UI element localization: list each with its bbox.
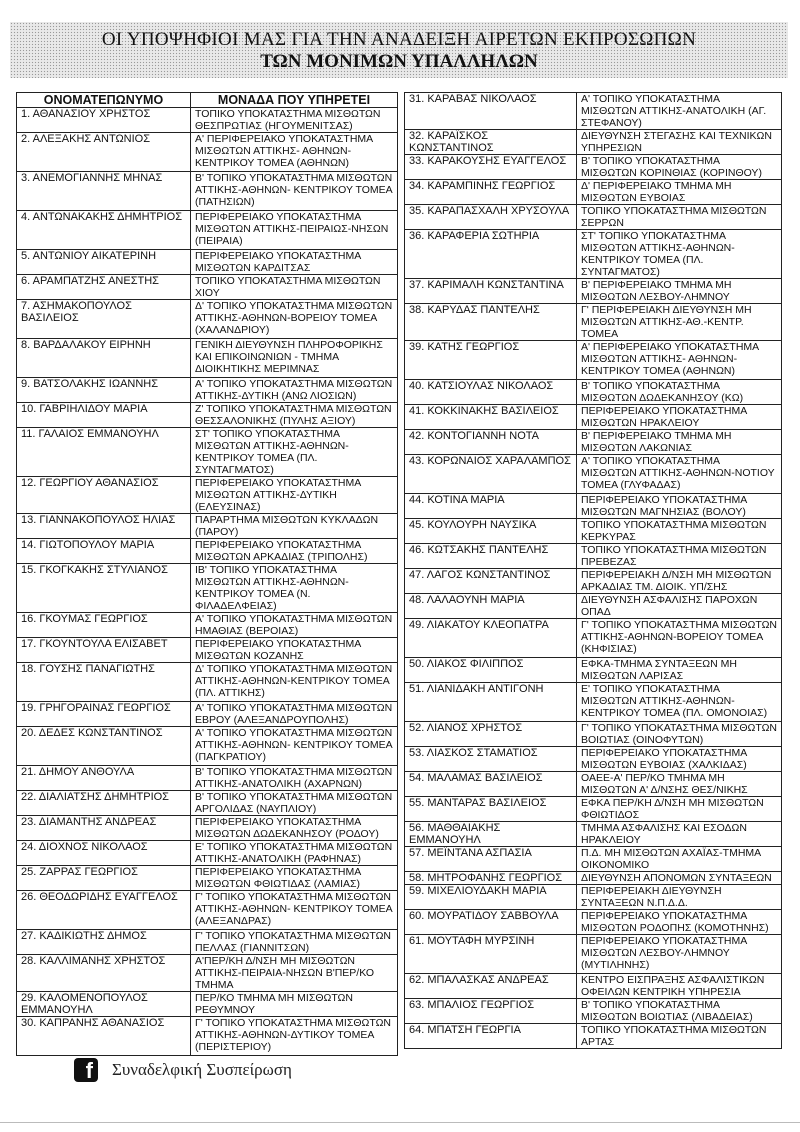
- table-row: [405, 430, 782, 455]
- table-row: [17, 766, 398, 791]
- table-row: [405, 569, 782, 594]
- candidate-unit: Δ' ΠΕΡΙΦΕΡΕΙΑΚΟ ΤΜΗΜΑ ΜΗ ΜΙΣΘΩΤΩΝ ΕΥΒΟΙΑΣ: [577, 180, 782, 205]
- footer-text: Συναδελφική Συσπείρωση: [112, 1060, 292, 1079]
- candidate-unit: ΤΟΠΙΚΟ ΥΠΟΚΑΤΑΣΤΗΜΑ ΜΙΣΘΩΤΩΝ ΠΡΕΒΕΖΑΣ: [577, 544, 782, 569]
- candidate-name: 63. ΜΠΑΛΙΟΣ ΓΕΩΡΓΙΟΣ: [405, 999, 577, 1024]
- candidate-unit: ΠΕΡΙΦΕΡΕΙΑΚΗ Δ/ΝΣΗ ΜΗ ΜΙΣΘΩΤΩΝ ΑΡΚΑΔΙΑΣ ΤΜ. ΔΙΟΙΚ. ΥΠ/ΣΗΣ: [577, 569, 782, 594]
- table-row: [17, 955, 398, 992]
- table-row: [405, 885, 782, 910]
- table-row: [405, 180, 782, 205]
- table-row: [17, 339, 398, 378]
- candidate-name: 62. ΜΠΑΛΑΣΚΑΣ ΑΝΔΡΕΑΣ: [405, 974, 577, 999]
- table-row: [17, 108, 398, 133]
- candidate-unit: ΠΕΡΙΦΕΡΕΙΑΚΟ ΥΠΟΚΑΤΑΣΤΗΜΑ ΜΙΣΘΩΤΩΝ ΑΤΤΙΚΗΣ-ΔΥΤΙΚΗ (ΕΛΕΥΣΙΝΑΣ): [191, 477, 398, 514]
- candidate-name: 10. ΓΑΒΡΙΗΛΙΔΟΥ ΜΑΡΙΑ: [17, 403, 191, 428]
- candidate-unit: Β' ΠΕΡΙΦΕΡΕΙΑΚΟ ΤΜΗΜΑ ΜΗ ΜΙΣΘΩΤΩΝ ΛΑΚΩΝΙΑΣ: [577, 430, 782, 455]
- table-row: [405, 999, 782, 1024]
- candidate-name: 15. ΓΚΟΓΚΑΚΗΣ ΣΤΥΛΙΑΝΟΣ: [17, 564, 191, 613]
- candidate-name: 35. ΚΑΡΑΠΑΣΧΑΛΗ ΧΡΥΣΟΥΛΑ: [405, 205, 577, 230]
- candidate-name: 61. ΜΟΥΤΑΦΗ ΜΥΡΣΙΝΗ: [405, 935, 577, 974]
- candidate-name: 39. ΚΑΤΗΣ ΓΕΩΡΓΙΟΣ: [405, 341, 577, 380]
- candidate-name: 41. ΚΟΚΚΙΝΑΚΗΣ ΒΑΣΙΛΕΙΟΣ: [405, 405, 577, 430]
- candidate-name: 16. ΓΚΟΥΜΑΣ ΓΕΩΡΓΙΟΣ: [17, 613, 191, 638]
- table-row: [17, 891, 398, 930]
- candidates-table-right: [404, 92, 782, 1049]
- table-row: [17, 539, 398, 564]
- candidate-name: 50. ΛΙΑΚΟΣ ΦΙΛΙΠΠΟΣ: [405, 658, 577, 683]
- candidate-name: 2. ΑΛΕΞΑΚΗΣ ΑΝΤΩΝΙΟΣ: [17, 133, 191, 172]
- table-row: [405, 405, 782, 430]
- candidate-name: 14. ΓΙΩΤΟΠΟΥΛΟΥ ΜΑΡΙΑ: [17, 539, 191, 564]
- candidate-unit: Α'ΠΕΡ/ΚΗ Δ/ΝΣΗ ΜΗ ΜΙΣΘΩΤΩΝ ΑΤΤΙΚΗΣ-ΠΕΙΡΑΙΑ-ΝΗΣΩΝ Β'ΠΕΡ/ΚΟ ΤΜΗΜΑ: [191, 955, 398, 992]
- header-line-1: ΟΙ ΥΠΟΨΗΦΙΟΙ ΜΑΣ ΓΙΑ ΤΗΝ ΑΝΑΔΕΙΞΗ ΑΙΡΕΤΩΝ ΕΚΠΡΟΣΩΠΩΝ: [101, 29, 697, 50]
- candidate-unit: ΙΒ' ΤΟΠΙΚΟ ΥΠΟΚΑΤΑΣΤΗΜΑ ΜΙΣΘΩΤΩΝ ΑΤΤΙΚΗΣ-ΑΘΗΝΩΝ-ΚΕΝΤΡΙΚΟΥ ΤΟΜΕΑ (Ν. ΦΙΛΑΔΕΛΦΕΙΑΣ): [191, 564, 398, 613]
- candidate-name: 64. ΜΠΑΤΣΗ ΓΕΩΡΓΙΑ: [405, 1024, 577, 1049]
- table-row: [405, 974, 782, 999]
- table-row: [405, 130, 782, 155]
- table-row: [17, 477, 398, 514]
- table-row: [405, 341, 782, 380]
- table-row: [405, 910, 782, 935]
- candidate-unit: ΠΕΡΙΦΕΡΕΙΑΚΟ ΥΠΟΚΑΤΑΣΤΗΜΑ ΜΙΣΘΩΤΩΝ ΚΑΡΔΙΤΣΑΣ: [191, 250, 398, 275]
- candidate-name: 43. ΚΟΡΩΝΑΙΟΣ ΧΑΡΑΛΑΜΠΟΣ: [405, 455, 577, 494]
- table-row: [17, 133, 398, 172]
- candidate-unit: ΤΟΠΙΚΟ ΥΠΟΚΑΤΑΣΤΗΜΑ ΜΙΣΘΩΤΩΝ ΚΕΡΚΥΡΑΣ: [577, 519, 782, 544]
- candidate-name: 31. ΚΑΡΑΒΑΣ ΝΙΚΟΛΑΟΣ: [405, 93, 577, 130]
- candidate-name: 42. ΚΟΝΤΟΓΙΑΝΝΗ ΝΟΤΑ: [405, 430, 577, 455]
- candidate-name: 7. ΑΣΗΜΑΚΟΠΟΥΛΟΣ ΒΑΣΙΛΕΙΟΣ: [17, 300, 191, 339]
- candidate-unit: ΤΟΠΙΚΟ ΥΠΟΚΑΤΑΣΤΗΜΑ ΜΙΣΘΩΤΩΝ ΑΡΤΑΣ: [577, 1024, 782, 1049]
- candidate-unit: ΠΕΡΙΦΕΡΕΙΑΚΟ ΥΠΟΚΑΤΑΣΤΗΜΑ ΜΙΣΘΩΤΩΝ ΚΟΖΑΝΗΣ: [191, 638, 398, 663]
- candidate-unit: ΤΟΠΙΚΟ ΥΠΟΚΑΤΑΣΤΗΜΑ ΜΙΣΘΩΤΩΝ ΘΕΣΠΡΩΤΙΑΣ (ΗΓΟΥΜΕΝΙΤΣΑΣ): [191, 108, 398, 133]
- table-row: [405, 772, 782, 797]
- candidate-name: 59. ΜΙΧΕΛΙΟΥΔΑΚΗ ΜΑΡΙΑ: [405, 885, 577, 910]
- candidate-unit: Α' ΤΟΠΙΚΟ ΥΠΟΚΑΤΑΣΤΗΜΑ ΜΙΣΘΩΤΩΝ ΑΤΤΙΚΗΣ-ΔΥΤΙΚΗ (ΑΝΩ ΛΙΟΣΙΩΝ): [191, 378, 398, 403]
- candidate-unit: Β' ΤΟΠΙΚΟ ΥΠΟΚΑΤΑΣΤΗΜΑ ΜΙΣΘΩΤΩΝ ΑΡΓΟΛΙΔΑΣ (ΝΑΥΠΛΙΟΥ): [191, 791, 398, 816]
- candidate-unit: ΠΕΡΙΦΕΡΕΙΑΚΟ ΥΠΟΚΑΤΑΣΤΗΜΑ ΜΙΣΘΩΤΩΝ ΑΤΤΙΚΗΣ-ΠΕΙΡΑΙΩΣ-ΝΗΣΩΝ (ΠΕΙΡΑΙΑ): [191, 211, 398, 250]
- candidate-unit: Α' ΠΕΡΙΦΕΡΕΙΑΚΟ ΥΠΟΚΑΤΑΣΤΗΜΑ ΜΙΣΘΩΤΩΝ ΑΤΤΙΚΗΣ- ΑΘΗΝΩΝ-ΚΕΝΤΡΙΚΟΥ ΤΟΜΕΑ (ΑΘΗΝΩΝ): [577, 341, 782, 380]
- table-row: [17, 866, 398, 891]
- candidate-unit: Γ' ΠΕΡΙΦΕΡΕΙΑΚΗ ΔΙΕΥΘΥΝΣΗ ΜΗ ΜΙΣΘΩΤΩΝ ΑΤΤΙΚΗΣ-ΑΘ.-ΚΕΝΤΡ. ΤΟΜΕΑ: [577, 304, 782, 341]
- candidate-name: 22. ΔΙΑΛΙΑΤΣΗΣ ΔΗΜΗΤΡΙΟΣ: [17, 791, 191, 816]
- candidate-name: 18. ΓΟΥΣΗΣ ΠΑΝΑΓΙΩΤΗΣ: [17, 663, 191, 702]
- candidate-name: 54. ΜΑΛΑΜΑΣ ΒΑΣΙΛΕΙΟΣ: [405, 772, 577, 797]
- table-row: [405, 683, 782, 722]
- table-row: [17, 378, 398, 403]
- candidate-unit: ΠΕΡ/ΚΟ ΤΜΗΜΑ ΜΗ ΜΙΣΘΩΤΩΝ ΡΕΘΥΜΝΟΥ: [191, 992, 398, 1017]
- candidate-name: 40. ΚΑΤΣΙΟΥΛΑΣ ΝΙΚΟΛΑΟΣ: [405, 380, 577, 405]
- table-row: [405, 822, 782, 847]
- candidate-name: 56. ΜΑΘΘΑΙΑΚΗΣ ΕΜΜΑΝΟΥΗΛ: [405, 822, 577, 847]
- candidate-name: 13. ΓΙΑΝΝΑΚΟΠΟΥΛΟΣ ΗΛΙΑΣ: [17, 514, 191, 539]
- candidate-name: 30. ΚΑΠΡΑΝΗΣ ΑΘΑΝΑΣΙΟΣ: [17, 1017, 191, 1056]
- candidate-unit: Γ' ΤΟΠΙΚΟ ΥΠΟΚΑΤΑΣΤΗΜΑ ΜΙΣΘΩΤΩΝ ΑΤΤΙΚΗΣ-ΑΘΗΝΩΝ-ΒΟΡΕΙΟΥ ΤΟΜΕΑ (ΚΗΦΙΣΙΑΣ): [577, 619, 782, 658]
- candidate-name: 57. ΜΕΪΝΤΑΝΑ ΑΣΠΑΣΙΑ: [405, 847, 577, 872]
- candidate-unit: Γ' ΤΟΠΙΚΟ ΥΠΟΚΑΤΑΣΤΗΜΑ ΜΙΣΘΩΤΩΝ ΑΤΤΙΚΗΣ-ΑΘΗΝΩΝ- ΚΕΝΤΡΙΚΟΥ ΤΟΜΕΑ (ΑΛΕΞΑΝΔΡΑΣ): [191, 891, 398, 930]
- candidate-name: 6. ΑΡΑΜΠΑΤΖΗΣ ΑΝΕΣΤΗΣ: [17, 275, 191, 300]
- candidate-unit: Α' ΤΟΠΙΚΟ ΥΠΟΚΑΤΑΣΤΗΜΑ ΜΙΣΘΩΤΩΝ ΑΤΤΙΚΗΣ-ΑΝΑΤΟΛΙΚΗ (ΑΓ. ΣΤΕΦΑΝΟΥ): [577, 93, 782, 130]
- table-row: [17, 275, 398, 300]
- candidate-unit: ΔΙΕΥΘΥΝΣΗ ΣΤΕΓΑΣΗΣ ΚΑΙ ΤΕΧΝΙΚΩΝ ΥΠΗΡΕΣΙΩΝ: [577, 130, 782, 155]
- table-row: [405, 747, 782, 772]
- candidate-unit: ΠΕΡΙΦΕΡΕΙΑΚΗ ΔΙΕΥΘΥΝΣΗ ΣΥΝΤΑΞΕΩΝ Ν.Π.Δ.Δ.: [577, 885, 782, 910]
- table-row: [17, 1017, 398, 1056]
- candidate-unit: ΠΑΡΑΡΤΗΜΑ ΜΙΣΘΩΤΩΝ ΚΥΚΛΑΔΩΝ (ΠΑΡΟΥ): [191, 514, 398, 539]
- column-header-unit: ΜΟΝΑΔΑ ΠΟΥ ΥΠΗΡΕΤΕΙ: [191, 93, 398, 108]
- candidate-name: 1. ΑΘΑΝΑΣΙΟΥ ΧΡΗΣΤΟΣ: [17, 108, 191, 133]
- candidate-unit: Β' ΤΟΠΙΚΟ ΥΠΟΚΑΤΑΣΤΗΜΑ ΜΙΣΘΩΤΩΝ ΑΤΤΙΚΗΣ-ΑΝΑΤΟΛΙΚΗ (ΑΧΑΡΝΩΝ): [191, 766, 398, 791]
- table-row: [405, 619, 782, 658]
- candidate-unit: Α' ΤΟΠΙΚΟ ΥΠΟΚΑΤΑΣΤΗΜΑ ΜΙΣΘΩΤΩΝ ΗΜΑΘΙΑΣ (ΒΕΡΟΙΑΣ): [191, 613, 398, 638]
- candidate-unit: ΠΕΡΙΦΕΡΕΙΑΚΟ ΥΠΟΚΑΤΑΣΤΗΜΑ ΜΙΣΘΩΤΩΝ ΡΟΔΟΠΗΣ (ΚΟΜΟΤΗΝΗΣ): [577, 910, 782, 935]
- table-row: [405, 872, 782, 885]
- candidate-unit: Δ' ΤΟΠΙΚΟ ΥΠΟΚΑΤΑΣΤΗΜΑ ΜΙΣΘΩΤΩΝ ΑΤΤΙΚΗΣ-ΑΘΗΝΩΝ-ΚΕΝΤΡΙΚΟΥ ΤΟΜΕΑ (ΠΛ. ΑΤΤΙΚΗΣ): [191, 663, 398, 702]
- candidate-name: 46. ΚΩΤΣΑΚΗΣ ΠΑΝΤΕΛΗΣ: [405, 544, 577, 569]
- table-row: [17, 816, 398, 841]
- candidate-unit: Δ' ΤΟΠΙΚΟ ΥΠΟΚΑΤΑΣΤΗΜΑ ΜΙΣΘΩΤΩΝ ΑΤΤΙΚΗΣ-ΑΘΗΝΩΝ-ΒΟΡΕΙΟΥ ΤΟΜΕΑ (ΧΑΛΑΝΔΡΙΟΥ): [191, 300, 398, 339]
- candidate-unit: ΠΕΡΙΦΕΡΕΙΑΚΟ ΥΠΟΚΑΤΑΣΤΗΜΑ ΜΙΣΘΩΤΩΝ ΦΘΙΩΤΙΔΑΣ (ΛΑΜΙΑΣ): [191, 866, 398, 891]
- candidate-unit: Β' ΤΟΠΙΚΟ ΥΠΟΚΑΤΑΣΤΗΜΑ ΜΙΣΘΩΤΩΝ ΑΤΤΙΚΗΣ-ΑΘΗΝΩΝ- ΚΕΝΤΡΙΚΟΥ ΤΟΜΕΑ (ΠΑΤΗΣΙΩΝ): [191, 172, 398, 211]
- table-row: [405, 455, 782, 494]
- table-row: [405, 205, 782, 230]
- candidate-unit: Γ' ΤΟΠΙΚΟ ΥΠΟΚΑΤΑΣΤΗΜΑ ΜΙΣΘΩΤΩΝ ΒΟΙΩΤΙΑΣ (ΟΙΝΟΦΥΤΩΝ): [577, 722, 782, 747]
- table-row: [405, 494, 782, 519]
- candidate-unit: Α' ΤΟΠΙΚΟ ΥΠΟΚΑΤΑΣΤΗΜΑ ΜΙΣΘΩΤΩΝ ΑΤΤΙΚΗΣ-ΑΘΗΝΩΝ-ΝΟΤΙΟΥ ΤΟΜΕΑ (ΓΛΥΦΑΔΑΣ): [577, 455, 782, 494]
- candidate-unit: ΠΕΡΙΦΕΡΕΙΑΚΟ ΥΠΟΚΑΤΑΣΤΗΜΑ ΜΙΣΘΩΤΩΝ ΗΡΑΚΛΕΙΟΥ: [577, 405, 782, 430]
- page-bottom-divider: [0, 1122, 800, 1123]
- candidate-name: 51. ΛΙΑΝΙΔΑΚΗ ΑΝΤΙΓΟΝΗ: [405, 683, 577, 722]
- candidate-name: 58. ΜΗΤΡΟΦΑΝΗΣ ΓΕΩΡΓΙΟΣ: [405, 872, 577, 885]
- table-row: [17, 211, 398, 250]
- table-row: [17, 403, 398, 428]
- candidate-name: 33. ΚΑΡΑΚΟΥΣΗΣ ΕΥΑΓΓΕΛΟΣ: [405, 155, 577, 180]
- candidate-unit: Α' ΠΕΡΙΦΕΡΕΙΑΚΟ ΥΠΟΚΑΤΑΣΤΗΜΑ ΜΙΣΘΩΤΩΝ ΑΤΤΙΚΗΣ- ΑΘΗΝΩΝ-ΚΕΝΤΡΙΚΟΥ ΤΟΜΕΑ (ΑΘΗΝΩΝ): [191, 133, 398, 172]
- candidate-name: 34. ΚΑΡΑΜΠΙΝΗΣ ΓΕΩΡΓΙΟΣ: [405, 180, 577, 205]
- table-header-row: [17, 93, 398, 108]
- table-row: [17, 791, 398, 816]
- header-line-2: ΤΩΝ ΜΟΝΙΜΩΝ ΥΠΑΛΛΗΛΩΝ: [260, 51, 538, 72]
- table-row: [17, 172, 398, 211]
- table-row: [405, 380, 782, 405]
- candidate-unit: ΕΦΚΑ-ΤΜΗΜΑ ΣΥΝΤΑΞΕΩΝ ΜΗ ΜΙΣΘΩΤΩΝ ΛΑΡΙΣΑΣ: [577, 658, 782, 683]
- candidate-name: 52. ΛΙΑΝΟΣ ΧΡΗΣΤΟΣ: [405, 722, 577, 747]
- table-row: [405, 93, 782, 130]
- table-row: [405, 594, 782, 619]
- candidate-unit: Π.Δ. ΜΗ ΜΙΣΘΩΤΩΝ ΑΧΑΪΑΣ-ΤΜΗΜΑ ΟΙΚΟΝΟΜΙΚΟ: [577, 847, 782, 872]
- table-row: [405, 847, 782, 872]
- candidate-name: 47. ΛΑΓΟΣ ΚΩΝΣΤΑΝΤΙΝΟΣ: [405, 569, 577, 594]
- candidate-name: 60. ΜΟΥΡΑΤΙΔΟΥ ΣΑΒΒΟΥΛΑ: [405, 910, 577, 935]
- candidates-table-left: [16, 92, 398, 1056]
- candidate-name: 55. ΜΑΝΤΑΡΑΣ ΒΑΣΙΛΕΙΟΣ: [405, 797, 577, 822]
- table-row: [405, 279, 782, 304]
- table-row: [405, 797, 782, 822]
- candidate-name: 49. ΛΙΑΚΑΤΟΥ ΚΛΕΟΠΑΤΡΑ: [405, 619, 577, 658]
- candidate-unit: ΠΕΡΙΦΕΡΕΙΑΚΟ ΥΠΟΚΑΤΑΣΤΗΜΑ ΜΙΣΘΩΤΩΝ ΔΩΔΕΚΑΝΗΣΟΥ (ΡΟΔΟΥ): [191, 816, 398, 841]
- table-row: [405, 304, 782, 341]
- table-row: [17, 992, 398, 1017]
- candidate-name: 12. ΓΕΩΡΓΙΟΥ ΑΘΑΝΑΣΙΟΣ: [17, 477, 191, 514]
- candidate-name: 23. ΔΙΑΜΑΝΤΗΣ ΑΝΔΡΕΑΣ: [17, 816, 191, 841]
- candidate-unit: Α' ΤΟΠΙΚΟ ΥΠΟΚΑΤΑΣΤΗΜΑ ΜΙΣΘΩΤΩΝ ΕΒΡΟΥ (ΑΛΕΞΑΝΔΡΟΥΠΟΛΗΣ): [191, 702, 398, 727]
- candidate-unit: ΣΤ' ΤΟΠΙΚΟ ΥΠΟΚΑΤΑΣΤΗΜΑ ΜΙΣΘΩΤΩΝ ΑΤΤΙΚΗΣ-ΑΘΗΝΩΝ-ΚΕΝΤΡΙΚΟΥ ΤΟΜΕΑ (ΠΛ. ΣΥΝΤΑΓΜΑΤΟΣ): [191, 428, 398, 477]
- table-row: [17, 300, 398, 339]
- candidate-unit: ΤΟΠΙΚΟ ΥΠΟΚΑΤΑΣΤΗΜΑ ΜΙΣΘΩΤΩΝ ΧΙΟΥ: [191, 275, 398, 300]
- candidate-name: 5. ΑΝΤΩΝΙΟΥ ΑΙΚΑΤΕΡΙΝΗ: [17, 250, 191, 275]
- candidate-name: 27. ΚΑΔΙΚΙΩΤΗΣ ΔΗΜΟΣ: [17, 930, 191, 955]
- candidate-name: 48. ΛΑΛΑΟΥΝΗ ΜΑΡΙΑ: [405, 594, 577, 619]
- candidate-name: 37. ΚΑΡΙΜΑΛΗ ΚΩΝΣΤΑΝΤΙΝΑ: [405, 279, 577, 304]
- candidate-name: 44. ΚΟΤΙΝΑ ΜΑΡΙΑ: [405, 494, 577, 519]
- footer: [74, 1058, 292, 1082]
- candidate-unit: ΠΕΡΙΦΕΡΕΙΑΚΟ ΥΠΟΚΑΤΑΣΤΗΜΑ ΜΙΣΘΩΤΩΝ ΑΡΚΑΔΙΑΣ (ΤΡΙΠΟΛΗΣ): [191, 539, 398, 564]
- table-row: [405, 935, 782, 974]
- candidate-name: 17. ΓΚΟΥΝΤΟΥΛΑ ΕΛΙΣΑΒΕΤ: [17, 638, 191, 663]
- candidate-name: 3. ΑΝΕΜΟΓΙΑΝΝΗΣ ΜΗΝΑΣ: [17, 172, 191, 211]
- candidate-unit: ΚΕΝΤΡΟ ΕΙΣΠΡΑΞΗΣ ΑΣΦΑΛΙΣΤΙΚΩΝ ΟΦΕΙΛΩΝ ΚΕΝΤΡΙΚΗ ΥΠΗΡΕΣΙΑ: [577, 974, 782, 999]
- candidate-unit: Ζ' ΤΟΠΙΚΟ ΥΠΟΚΑΤΑΣΤΗΜΑ ΜΙΣΘΩΤΩΝ ΘΕΣΣΑΛΟΝΙΚΗΣ (ΠΥΛΗΣ ΑΞΙΟΥ): [191, 403, 398, 428]
- candidate-name: 20. ΔΕΔΕΣ ΚΩΝΣΤΑΝΤΙΝΟΣ: [17, 727, 191, 766]
- candidate-unit: ΓΕΝΙΚΗ ΔΙΕΥΘΥΝΣΗ ΠΛΗΡΟΦΟΡΙΚΗΣ ΚΑΙ ΕΠΙΚΟΙΝΩΝΙΩΝ - ΤΜΗΜΑ ΔΙΟΙΚΗΤΙΚΗΣ ΜΕΡΙΜΝΑΣ: [191, 339, 398, 378]
- table-row: [17, 727, 398, 766]
- candidate-unit: Γ' ΤΟΠΙΚΟ ΥΠΟΚΑΤΑΣΤΗΜΑ ΜΙΣΘΩΤΩΝ ΑΤΤΙΚΗΣ-ΑΘΗΝΩΝ-ΔΥΤΙΚΟΥ ΤΟΜΕΑ (ΠΕΡΙΣΤΕΡΙΟΥ): [191, 1017, 398, 1056]
- facebook-icon[interactable]: f: [74, 1058, 98, 1082]
- candidate-name: 53. ΛΙΑΣΚΟΣ ΣΤΑΜΑΤΙΟΣ: [405, 747, 577, 772]
- table-row: [17, 663, 398, 702]
- candidate-unit: Β' ΤΟΠΙΚΟ ΥΠΟΚΑΤΑΣΤΗΜΑ ΜΙΣΘΩΤΩΝ ΔΩΔΕΚΑΝΗΣΟΥ (ΚΩ): [577, 380, 782, 405]
- candidate-unit: Ε' ΤΟΠΙΚΟ ΥΠΟΚΑΤΑΣΤΗΜΑ ΜΙΣΘΩΤΩΝ ΑΤΤΙΚΗΣ-ΑΘΗΝΩΝ-ΚΕΝΤΡΙΚΟΥ ΤΟΜΕΑ (ΠΛ. ΟΜΟΝΟΙΑΣ): [577, 683, 782, 722]
- candidate-unit: ΕΦΚΑ ΠΕΡ/ΚΗ Δ/ΝΣΗ ΜΗ ΜΙΣΘΩΤΩΝ ΦΘΙΩΤΙΔΟΣ: [577, 797, 782, 822]
- candidate-name: 25. ΖΑΡΡΑΣ ΓΕΩΡΓΙΟΣ: [17, 866, 191, 891]
- table-row: [405, 155, 782, 180]
- table-row: [405, 722, 782, 747]
- column-header-name: ΟΝΟΜΑΤΕΠΩΝΥΜΟ: [17, 93, 191, 108]
- candidate-name: 9. ΒΑΤΣΟΛΑΚΗΣ ΙΩΑΝΝΗΣ: [17, 378, 191, 403]
- candidate-name: 11. ΓΑΛΑΙΟΣ ΕΜΜΑΝΟΥΗΛ: [17, 428, 191, 477]
- candidate-unit: Γ' ΤΟΠΙΚΟ ΥΠΟΚΑΤΑΣΤΗΜΑ ΜΙΣΘΩΤΩΝ ΠΕΛΛΑΣ (ΓΙΑΝΝΙΤΣΩΝ): [191, 930, 398, 955]
- table-row: [17, 564, 398, 613]
- candidate-unit: ΤΜΗΜΑ ΑΣΦΑΛΙΣΗΣ ΚΑΙ ΕΣΟΔΩΝ ΗΡΑΚΛΕΙΟΥ: [577, 822, 782, 847]
- candidate-unit: ΟΑΕΕ-Α' ΠΕΡ/ΚΟ ΤΜΗΜΑ ΜΗ ΜΙΣΘΩΤΩΝ Α' Δ/ΝΣΗΣ ΘΕΣ/ΝΙΚΗΣ: [577, 772, 782, 797]
- candidate-unit: ΣΤ' ΤΟΠΙΚΟ ΥΠΟΚΑΤΑΣΤΗΜΑ ΜΙΣΘΩΤΩΝ ΑΤΤΙΚΗΣ-ΑΘΗΝΩΝ-ΚΕΝΤΡΙΚΟΥ ΤΟΜΕΑ (ΠΛ. ΣΥΝΤΑΓΜΑΤΟΣ): [577, 230, 782, 279]
- candidate-unit: Ε' ΤΟΠΙΚΟ ΥΠΟΚΑΤΑΣΤΗΜΑ ΜΙΣΘΩΤΩΝ ΑΤΤΙΚΗΣ-ΑΝΑΤΟΛΙΚΗ (ΡΑΦΗΝΑΣ): [191, 841, 398, 866]
- candidate-name: 19. ΓΡΗΓΟΡΑΙΝΑΣ ΓΕΩΡΓΙΟΣ: [17, 702, 191, 727]
- candidate-name: 45. ΚΟΥΛΟΥΡΗ ΝΑΥΣΙΚΑ: [405, 519, 577, 544]
- candidate-unit: ΠΕΡΙΦΕΡΕΙΑΚΟ ΥΠΟΚΑΤΑΣΤΗΜΑ ΜΙΣΘΩΤΩΝ ΛΕΣΒΟΥ-ΛΗΜΝΟΥ (ΜΥΤΙΛΗΝΗΣ): [577, 935, 782, 974]
- candidate-name: 21. ΔΗΜΟΥ ΑΝΘΟΥΛΑ: [17, 766, 191, 791]
- table-row: [405, 230, 782, 279]
- table-row: [17, 514, 398, 539]
- table-row: [17, 428, 398, 477]
- table-row: [17, 702, 398, 727]
- candidate-unit: Β' ΤΟΠΙΚΟ ΥΠΟΚΑΤΑΣΤΗΜΑ ΜΙΣΘΩΤΩΝ ΒΟΙΩΤΙΑΣ (ΛΙΒΑΔΕΙΑΣ): [577, 999, 782, 1024]
- candidate-name: 29. ΚΑΛΟΜΕΝΟΠΟΥΛΟΣ ΕΜΜΑΝΟΥΗΛ: [17, 992, 191, 1017]
- table-row: [405, 519, 782, 544]
- candidate-name: 24. ΔΙΟΧΝΟΣ ΝΙΚΟΛΑΟΣ: [17, 841, 191, 866]
- candidate-unit: ΠΕΡΙΦΕΡΕΙΑΚΟ ΥΠΟΚΑΤΑΣΤΗΜΑ ΜΙΣΘΩΤΩΝ ΜΑΓΝΗΣΙΑΣ (ΒΟΛΟΥ): [577, 494, 782, 519]
- table-row: [405, 1024, 782, 1049]
- candidate-unit: ΔΙΕΥΘΥΝΣΗ ΑΣΦΑΛΙΣΗΣ ΠΑΡΟΧΩΝ ΟΠΑΔ: [577, 594, 782, 619]
- candidate-unit: ΤΟΠΙΚΟ ΥΠΟΚΑΤΑΣΤΗΜΑ ΜΙΣΘΩΤΩΝ ΣΕΡΡΩΝ: [577, 205, 782, 230]
- candidate-name: 28. ΚΑΛΛΙΜΑΝΗΣ ΧΡΗΣΤΟΣ: [17, 955, 191, 992]
- candidate-unit: ΠΕΡΙΦΕΡΕΙΑΚΟ ΥΠΟΚΑΤΑΣΤΗΜΑ ΜΙΣΘΩΤΩΝ ΕΥΒΟΙΑΣ (ΧΑΛΚΙΔΑΣ): [577, 747, 782, 772]
- candidate-name: 26. ΘΕΟΔΩΡΙΔΗΣ ΕΥΑΓΓΕΛΟΣ: [17, 891, 191, 930]
- candidate-name: 38. ΚΑΡΥΔΑΣ ΠΑΝΤΕΛΗΣ: [405, 304, 577, 341]
- table-row: [17, 250, 398, 275]
- candidate-unit: Β' ΤΟΠΙΚΟ ΥΠΟΚΑΤΑΣΤΗΜΑ ΜΙΣΘΩΤΩΝ ΚΟΡΙΝΘΙΑΣ (ΚΟΡΙΝΘΟΥ): [577, 155, 782, 180]
- candidate-unit: ΔΙΕΥΘΥΝΣΗ ΑΠΟΝΟΜΩΝ ΣΥΝΤΑΞΕΩΝ: [577, 872, 782, 885]
- candidate-unit: Α' ΤΟΠΙΚΟ ΥΠΟΚΑΤΑΣΤΗΜΑ ΜΙΣΘΩΤΩΝ ΑΤΤΙΚΗΣ-ΑΘΗΝΩΝ- ΚΕΝΤΡΙΚΟΥ ΤΟΜΕΑ (ΠΑΓΚΡΑΤΙΟΥ): [191, 727, 398, 766]
- table-row: [17, 841, 398, 866]
- header-banner: [10, 22, 788, 78]
- candidate-name: 32. ΚΑΡΑΪΣΚΟΣ ΚΩΝΣΤΑΝΤΙΝΟΣ: [405, 130, 577, 155]
- table-row: [17, 930, 398, 955]
- table-row: [405, 658, 782, 683]
- candidate-name: 4. ΑΝΤΩΝΑΚΑΚΗΣ ΔΗΜΗΤΡΙΟΣ: [17, 211, 191, 250]
- candidate-name: 36. ΚΑΡΑΦΕΡΙΑ ΣΩΤΗΡΙΑ: [405, 230, 577, 279]
- candidate-name: 8. ΒΑΡΔΑΛΑΚΟΥ ΕΙΡΗΝΗ: [17, 339, 191, 378]
- candidate-unit: Β' ΠΕΡΙΦΕΡΕΙΑΚΟ ΤΜΗΜΑ ΜΗ ΜΙΣΘΩΤΩΝ ΛΕΣΒΟΥ-ΛΗΜΝΟΥ: [577, 279, 782, 304]
- table-row: [405, 544, 782, 569]
- table-row: [17, 613, 398, 638]
- table-row: [17, 638, 398, 663]
